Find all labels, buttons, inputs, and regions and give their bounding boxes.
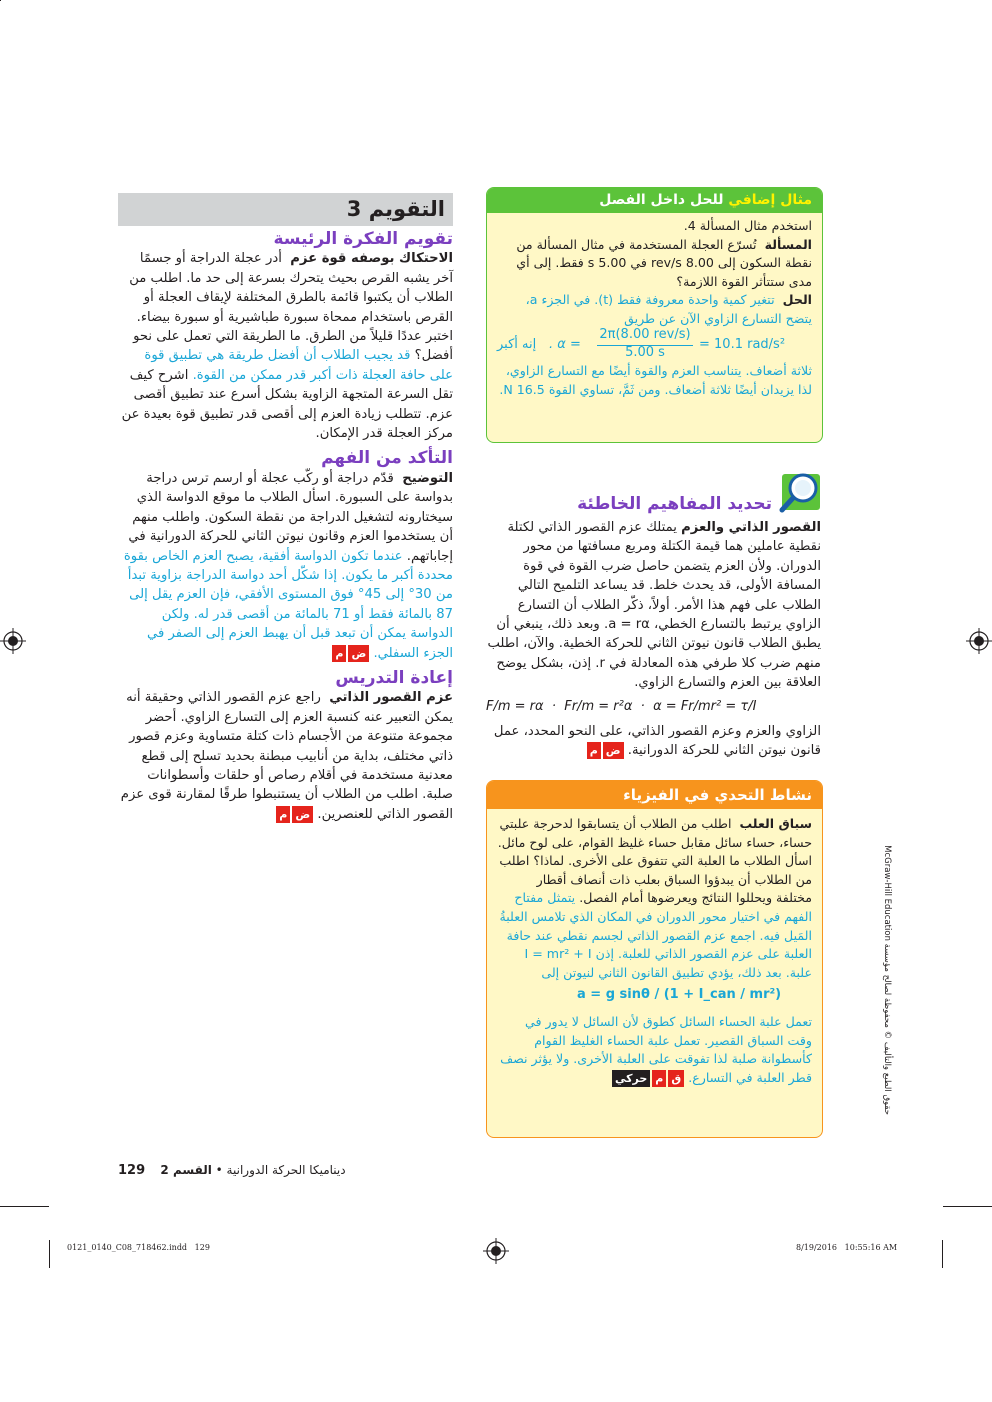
paragraph <box>486 722 821 761</box>
section-label: القسم 2 <box>160 1163 212 1177</box>
paragraph <box>497 815 812 982</box>
assessment-column <box>118 230 453 824</box>
section-heading: تقويم الفكرة الرئيسة <box>273 229 453 249</box>
problem <box>497 236 812 292</box>
equation: Fr/m = r²α <box>564 698 633 714</box>
example-use: استخدم مثال المسألة 4. <box>683 218 812 233</box>
alpha-symbol: . α = <box>549 337 581 352</box>
level-badge: م <box>652 1070 666 1087</box>
equation-numerator: 2π(8.00 rev/s) <box>597 326 693 346</box>
text: قدّم دراجة أو ركّب عجلة أو ارسم ترس دراجة بدواسة على السبورة. اسأل الطلاب ما موقع الدواسة الذي سيختارونه لتشغيل الدراجة من نقطة السكون. واطلب منهم أن يستخدموا العزم وقانون نيوتن الثاني للحركة الدورانية في إجاباتهم. <box>128 470 453 564</box>
solution <box>497 291 812 328</box>
lead-term: سباق العلب <box>739 816 812 831</box>
section-heading: التأكد من الفهم <box>321 448 453 469</box>
style-badge: حركي <box>612 1070 650 1087</box>
registration-mark-icon <box>483 1238 509 1264</box>
lead-term: القصور الذاتي والعزم <box>681 520 821 535</box>
solution-label: الحل <box>782 292 812 307</box>
crop-mark <box>0 0 1 1</box>
paragraph <box>118 249 453 443</box>
level-badge: ض <box>603 742 624 759</box>
equation-result: = 10.1 rad/s² <box>699 337 786 352</box>
chapter-title: ديناميكا الحركة الدورانية <box>226 1163 346 1177</box>
crop-mark <box>942 1240 943 1268</box>
answer-text: تعمل علبة الحساء السائل كطوق لأن السائل لا يدور في وقت السباق القصير. تعمل علبة الحساء الغليظ القوام كأسطوانة صلبة لذا تفوقت على العلبة الأخرى. ولا يؤثر نصف قطر العلبة في التسارع. <box>500 1013 812 1085</box>
print-date: 8/19/2016 10:55:16 AM <box>796 1243 898 1252</box>
copyright-container <box>878 815 898 1115</box>
equations: F/m = rα · Fr/m = r²α · α = Fr/mr² = τ/I <box>486 698 757 714</box>
challenge-header: نشاط التحدي في الفيزياء <box>487 781 822 809</box>
lead-term: التوضيح <box>402 470 453 486</box>
equation: α = Fr/mr² = τ/I <box>653 698 757 714</box>
crop-mark <box>0 1206 49 1207</box>
level-badge: م <box>587 742 601 759</box>
registration-mark-icon <box>966 628 992 654</box>
magnifier-icon <box>776 470 824 514</box>
assessment-title: التقويم 3 <box>346 197 445 221</box>
text: أدر عجلة الدراجة أو جسمًا آخر يشبه القرص بحيث يتحرك بسرعة إلى حد ما. اطلب من الطلاب أن يكتبوا قائمة بالطرق المختلفة لإيقاف العجلة أو القرص باستخدام ممحاة سبورة طباشيرية أو سبورة بيضاء. اختبر عددًا قليلاً من الطرق. ما الطريقة التي تعمل على نحو أفضل؟ <box>129 251 453 364</box>
challenge-formula: a = g sinθ / (1 + I_can / mr²) <box>577 987 782 1003</box>
answer-text: يتمثل مفتاح الفهم في اختيار محور الدوران في المكان الذي تلامس العلبةُ المَيل فيه. اجمع عزم القصور الذاتي لجسم نقطي عند حافة العلبة على عزم القصور الذاتي للعلبة. إذن I = mr² + I علبة. بعد ذلك، يؤدي تطبيق القانون الثاني لنيوتن إلى <box>499 890 812 980</box>
text: الزاوي والعزم وعزم القصور الذاتي، على النحو المحدد، عمل قانون نيوتن الثاني للحركة الدورانية. <box>493 724 821 759</box>
example-equation <box>497 328 812 362</box>
equation-denominator: 5.00 s <box>625 345 665 360</box>
paragraph <box>497 1013 812 1087</box>
lead-term: عزم القصور الذاتي <box>329 690 453 706</box>
misconceptions-heading: تحديد المفاهيم الخاطئة <box>577 494 772 514</box>
problem-label: المسألة <box>764 236 812 252</box>
example-body <box>487 213 822 403</box>
paragraph <box>118 688 453 824</box>
copyright: حقوق الطبع والتأليف © محفوظة لصالح مؤسسة McGraw-Hill Education <box>882 845 892 1115</box>
equation-tail: إنه أكبر <box>497 337 537 352</box>
registration-mark-icon <box>0 628 26 654</box>
level-badge: ق <box>668 1070 684 1087</box>
page-footer: 129 ديناميكا الحركة الدورانية • القسم 2 <box>118 1163 346 1178</box>
level-badge: ض <box>292 806 313 823</box>
problem-text: تُسرّع العجلة المستخدمة في مثال المسألة من نقطة السكون إلى 8.00 rev/s في 5.00 s فقط. إلى أي مدى ستتأثر القوة اللازمة؟ <box>516 236 812 289</box>
example-header <box>487 188 822 213</box>
example-header-main: مثال إضافي <box>728 192 812 208</box>
crop-mark <box>943 1206 992 1207</box>
paragraph <box>486 518 821 693</box>
level-badge: ض <box>348 645 369 662</box>
level-badge: م <box>276 806 290 823</box>
paragraph <box>118 469 453 663</box>
answer-text: عندما تكون الدواسة أفقية، يصبح العزم الخاص بقوة محددة أكبر ما يكون. إذا شكّل أحد دواسة الدراجة بزاوية تبدأ من 30° إلى 45° فوق المستوى الأفقي، فإن العزم يقل إلى 87 بالمائة فقط أو 71 بالمائة من أقصى قدر له. ولكن الدواسة يمكن أن تبعد قبل أن يهبط العزم إلى الصفر في الجزء السفلي. <box>123 548 453 661</box>
crop-mark <box>49 1240 50 1268</box>
example-header-rest: للحل داخل الفصل <box>599 192 724 208</box>
text: يمتلك عزم القصور الذاتي لكتلة نقطية عاملين هما قيمة الكتلة ومربع مسافتها من محور الدوران. ولأن العزم يتضمن حاصل ضرب القوة في قوة المسافة الأولى، قد يحدث خلط. قد يساعد التلميح التالي الطلاب على فهم هذا الأمر. أولاً، ذكّر الطلاب أن التسارع الزاوي يرتبط بالتسارع الخطي، a = rα. وبعد ذلك، ينبغي أن يطبق الطلاب قانون نيوتن الثاني للحركة الخطية. والآن، اطلب منهم ضرب كلا طرفي هذه المعادلة في r. إذن، بشكل يوضح العلاقة بين العزم والتسارع الزاوي. <box>487 520 821 691</box>
lead-term: الاحتكاك بوصفه قوة عزم <box>290 251 453 267</box>
misconceptions-body <box>486 518 821 761</box>
solution-text: تتغير كمية واحدة معروفة فقط (t). في الجزء a، يتضح التسارع الزاوي الآن عن طريق <box>525 292 812 326</box>
text: اشرح كيف تقل السرعة المتجهة الزاوية بشكل أسرع عند تطبيق أقصى عزم. تتطلب زيادة العزم إلى أقصى قدر تطبيق قوة بعيدة عن مركز العجلة قدر الإمكان. <box>121 367 453 442</box>
text: راجع عزم القصور الذاتي وحقيقة أنه يمكن التعبير عنه كنسبة العزم إلى التسارع الزاوي. أحضر مجموعة متنوعة من الأجسام ذات كتلة متساوية وعزم قصور ذاتي مختلف، بداية من أنابيب مبطنة بحديد تسلح إلى قطع معدنية مستخدمة في أقلام رصاص أو حلقات وأسطوانات صلبة. اطلب من الطلاب أن يستنبطوا طرقًا لمقارنة قوى عزم القصور الذاتي للعنصرين. <box>120 690 453 822</box>
assessment-header <box>118 193 453 226</box>
text: اطلب من الطلاب أن يتسابقوا لدحرجة علبتي حساء، حساء سائل مقابل حساء غليظ القوام، على لوح مائل. اسأل الطلاب ما العلبة التي تتفوق على الأخرى. لماذا؟ اطلب من الطلاب أن يبدؤوا السباق بعلب ذات أنصاف أقطار مختلفة ويحللوا النتائج ويعرضوها أمام الفصل. <box>497 816 812 906</box>
challenge-body <box>487 809 822 1093</box>
challenge-box <box>486 780 823 1138</box>
section-heading: إعادة التدريس <box>335 667 453 688</box>
level-badge: م <box>332 645 346 662</box>
answer-text: قد يجيب الطلاب أن أفضل طريقة هي تطبيق قوة على حافة العجلة ذات أكبر قدر ممكن من القوة. <box>144 348 453 383</box>
conclusion: ثلاثة أضعاف. يتناسب العزم والقوة أيضًا مع التسارع الزاوي، لذا يزيدان أيضًا ثلاثة أضعاف. ومن ثَمَّ، تساوي القوة 16.5 N. <box>499 363 812 397</box>
file-info: 0121_0140_C08_718462.indd 129 <box>67 1243 210 1252</box>
equation: F/m = rα <box>486 698 544 714</box>
example-box <box>486 187 823 443</box>
page-number: 129 <box>118 1163 146 1178</box>
